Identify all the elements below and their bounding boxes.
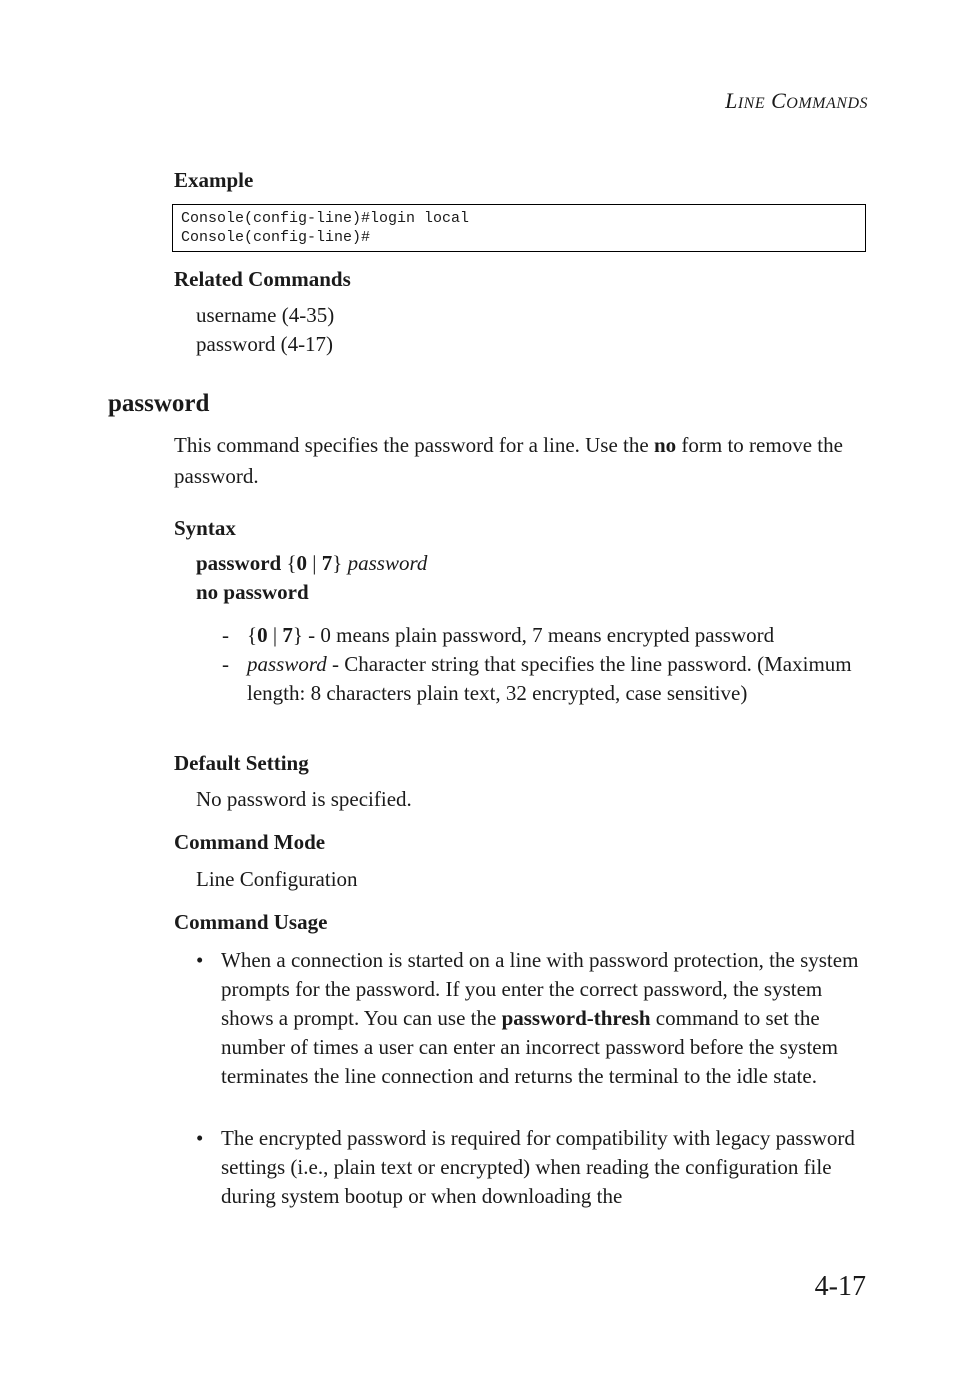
- page-number: 4-17: [814, 1271, 866, 1302]
- param-description: - Character string that specifies the line password. (Maximum length: 8 characters plain text, 32 encrypted, case sensitive): [247, 652, 852, 705]
- related-commands-heading: Related Commands: [174, 267, 351, 291]
- syntax-brace-close: }: [332, 551, 348, 575]
- default-setting-heading: Default Setting: [174, 751, 309, 775]
- usage-bullet-item: [196, 1124, 866, 1211]
- command-mode-heading: Command Mode: [174, 830, 326, 854]
- default-setting-text: No password is specified.: [196, 787, 412, 811]
- intro-text-1: This command specifies the password for a line. Use the: [174, 433, 654, 457]
- param-brace-open: {: [247, 623, 258, 647]
- usage-bullet-item: [196, 946, 866, 1091]
- code-line: Console(config-line)#login local: [181, 210, 470, 227]
- param-bar: |: [267, 623, 283, 647]
- param-brace-close: }: [292, 623, 303, 647]
- running-header-initial-l: L: [725, 88, 738, 113]
- running-header-ine: INE: [737, 95, 766, 112]
- intro-text-2: form to remove the password.: [174, 433, 843, 488]
- syntax-line-2: [196, 580, 309, 605]
- section-title: password: [108, 390, 210, 417]
- related-command-password: password (4-17): [196, 332, 334, 356]
- param-dash: -: [222, 652, 229, 676]
- syntax-brace-open: {: [281, 551, 297, 575]
- running-header: [725, 88, 868, 114]
- command-usage-heading: Command Usage: [174, 910, 328, 934]
- example-code-box: [172, 204, 866, 252]
- syntax-command: password: [196, 551, 282, 575]
- param-text: [247, 621, 862, 650]
- syntax-param-item: [222, 621, 862, 650]
- code-line: Console(config-line)#: [181, 229, 371, 246]
- usage-text: [221, 946, 866, 1091]
- syntax-option-7: 7: [321, 551, 333, 575]
- syntax-bar: |: [307, 551, 322, 575]
- bullet-marker: •: [196, 1126, 204, 1150]
- usage-text-part: command to set the number of times a user can enter an incorrect password before the system terminates the line connection and returns the terminal to the idle state.: [221, 1006, 838, 1088]
- param-dash: -: [222, 623, 229, 647]
- usage-text-part: When a connection is started on a line with password protection, the system prompts for the password. If you enter the correct password, the system shows a prompt. You can use the: [221, 948, 859, 1030]
- intro-bold-no: no: [653, 433, 677, 457]
- intro-paragraph: [174, 430, 854, 492]
- syntax-option-0: 0: [296, 551, 308, 575]
- param-option-7: 7: [282, 623, 293, 647]
- syntax-no-command: no password: [196, 580, 309, 604]
- command-mode-text: Line Configuration: [196, 867, 358, 891]
- bullet-marker: •: [196, 948, 204, 972]
- param-description: - 0 means plain password, 7 means encrypted password: [302, 623, 775, 647]
- running-header-ommands: OMMANDS: [786, 95, 868, 112]
- usage-text: The encrypted password is required for compatibility with legacy password settings (i.e., plain text or encrypted) when reading the configuration file during system bootup or when downloading the: [221, 1126, 855, 1208]
- syntax-heading: Syntax: [174, 516, 236, 540]
- related-command-username: username (4-35): [196, 303, 335, 327]
- example-heading: Example: [174, 168, 254, 192]
- syntax-param-item: [222, 650, 862, 708]
- syntax-line-1: [196, 551, 427, 576]
- param-option-0: 0: [257, 623, 268, 647]
- usage-bold-command: password-thresh: [501, 1006, 651, 1030]
- syntax-argument: password: [347, 551, 428, 575]
- param-name: password: [247, 652, 327, 676]
- param-text: [247, 650, 862, 708]
- running-header-initial-c: C: [771, 88, 787, 113]
